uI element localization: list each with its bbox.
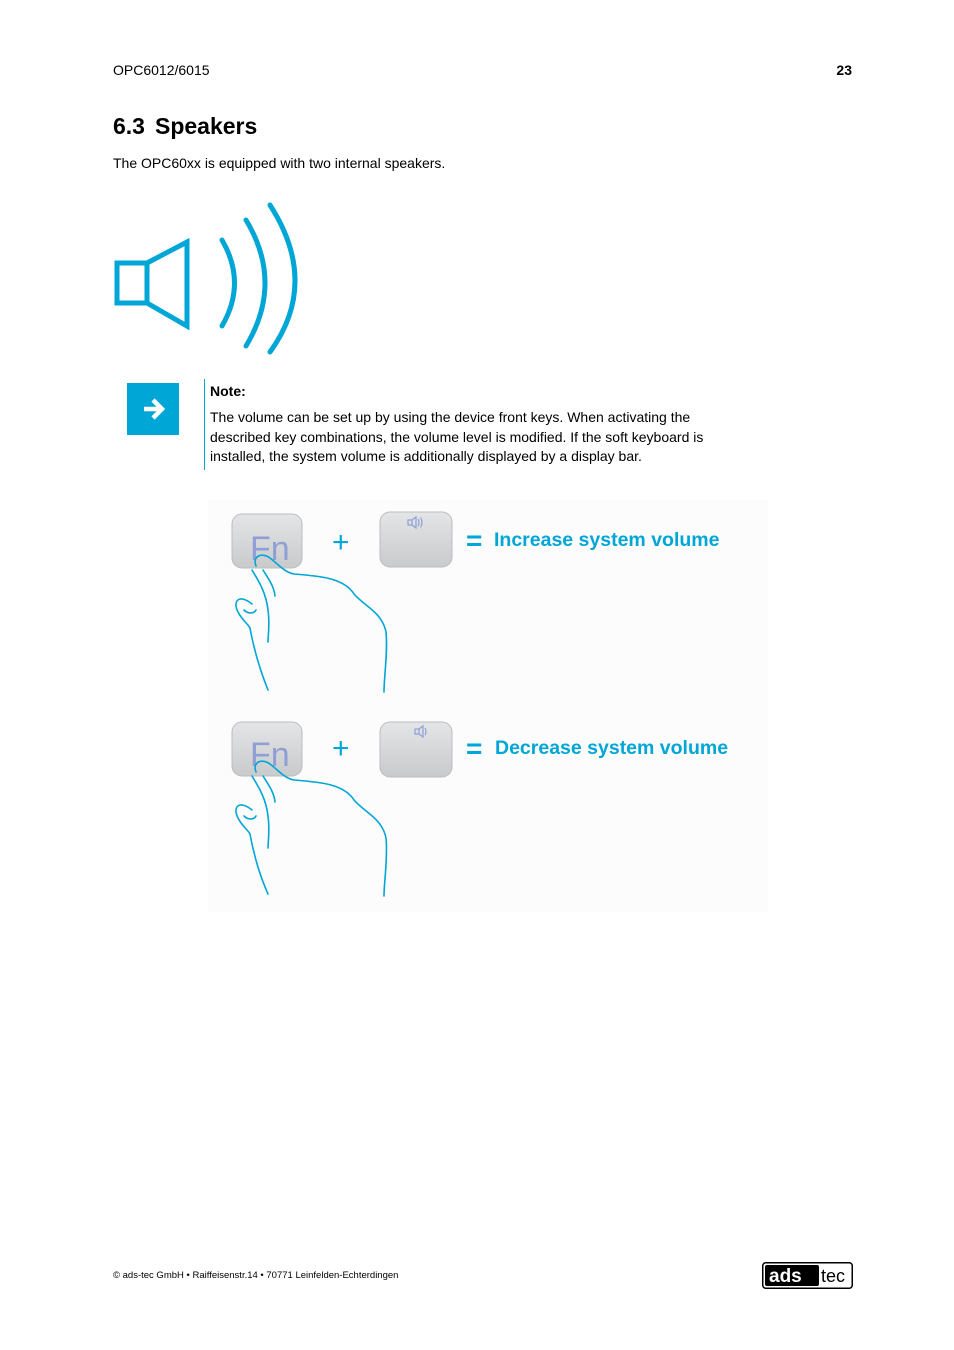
combo-increase [232,512,720,692]
logo-ads: ads [769,1266,802,1287]
note-divider [204,379,205,470]
volume-down-key [380,722,452,777]
arrow-right-icon [127,383,179,435]
note-body: The volume can be set up by using the device front keys. When activating the described key combinations, the volume level is modified. If the soft keyboard is installed, the system volume is additionally displayed by a display bar. [210,409,704,464]
note-title: Note: [210,383,246,399]
section-number: 6.3 [113,113,145,139]
plus-sign: + [332,526,350,559]
page-number: 23 [836,62,852,78]
logo-tec: tec [821,1266,846,1286]
speaker-icon [112,200,307,358]
plus-sign: + [332,732,350,765]
hand-pointer-icon [236,761,387,896]
intro-paragraph: The OPC60xx is equipped with two internal speakers. [113,155,446,171]
combo-decrease [232,722,728,896]
note-arrow-icon [127,383,179,435]
ads-tec-logo [762,1262,853,1289]
section-title: Speakers [154,113,258,139]
fn-key-label: Fn [250,530,290,568]
document-id: OPC6012/6015 [113,62,210,78]
fn-key-label: Fn [250,736,290,774]
increase-volume-label: Increase system volume [494,529,720,551]
hand-pointer-icon [236,555,387,692]
key-combination-illustration [208,500,768,912]
footer-address: © ads-tec GmbH • Raiffeisenstr.14 • 70771 Leinfelden-Echterdingen [113,1270,399,1281]
decrease-volume-label: Decrease system volume [495,737,729,759]
equals-sign: = [466,525,483,556]
equals-sign: = [466,733,483,764]
section-heading [113,113,257,140]
